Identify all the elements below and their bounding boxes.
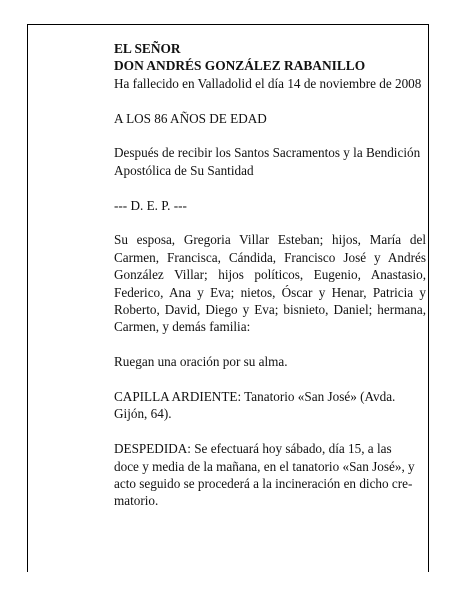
family-list: Su esposa, Gregoria Villar Esteban; hijos, María del Carmen, Francisca, Cándida, Francisco José y Andrés González Villar; hijos políticos, Eugenio, Anastasio, Federico, Ana y Eva; nietos, Óscar y Henar, Patricia y Roberto, David, Diego y Eva; bisnieto, Daniel; hermana, Carmen, y demás familia: <box>114 232 426 335</box>
death-statement: Ha fallecido en Valladolid el día 14 de noviembre de 2008 <box>114 75 422 91</box>
border-left <box>27 24 28 572</box>
sacraments-statement: Después de recibir los Santos Sacramentos y la Bendición Apostólica de Su Santidad <box>114 145 421 178</box>
border-right <box>428 24 429 572</box>
farewell-info <box>114 440 426 510</box>
title-line-2: DON ANDRÉS GONZÁLEZ RABANILLO <box>114 58 366 74</box>
prayer-request: Ruegan una oración por su alma. <box>114 354 288 370</box>
obituary-text <box>114 40 426 527</box>
border-top <box>27 24 429 25</box>
age-statement: A LOS 86 AÑOS DE EDAD <box>114 110 267 126</box>
dep-line: --- D. E. P. --- <box>114 197 187 213</box>
chapel-info: CAPILLA ARDIENTE: Tanatorio «San José» (Avda. Gijón, 64). <box>114 389 396 422</box>
title-line-1: EL SEÑOR <box>114 41 181 56</box>
farewell-line-2: doce y media de la mañana, en el tanatorio «San José», y <box>114 458 415 474</box>
farewell-line-3: acto seguido se procederá a la incineración en dicho cre- <box>114 476 413 492</box>
farewell-line-4: matorio. <box>114 493 159 509</box>
farewell-line-1: DESPEDIDA: Se efectuará hoy sábado, día 15, a las <box>114 441 392 457</box>
